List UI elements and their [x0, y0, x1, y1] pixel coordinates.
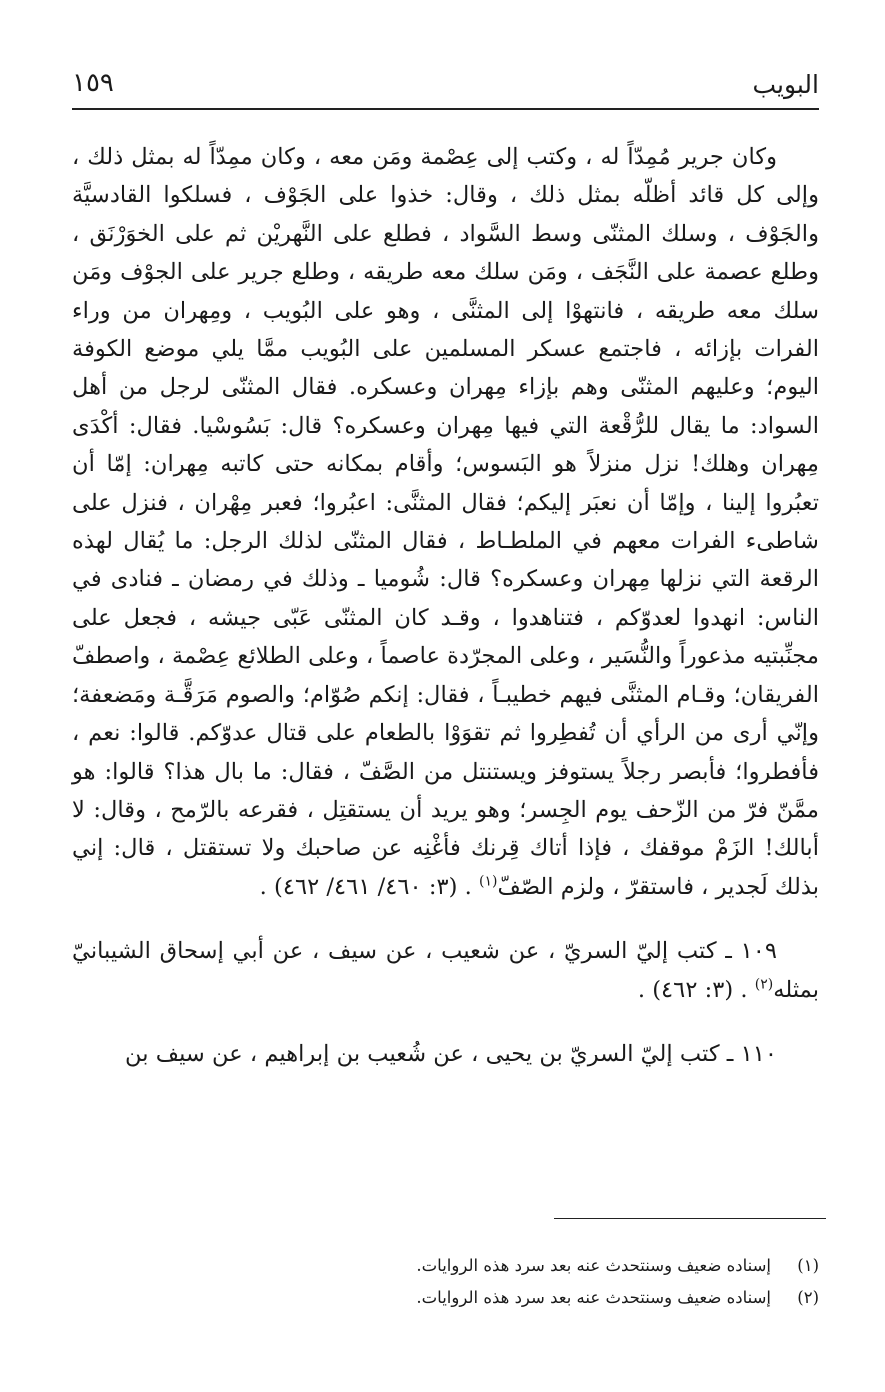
main-text	[72, 138, 819, 1073]
footnote-number: (١)	[797, 1256, 819, 1275]
paragraph-report-109	[72, 932, 819, 1009]
citation: . (٣: ٤٦٢) .	[637, 976, 755, 1003]
page-header	[72, 60, 819, 104]
paragraph-narrative	[72, 138, 819, 906]
paragraph-text: ١٠٩ ـ كتب إليّ السريّ ، عن شعيب ، عن سيف ، عن أبي إسحاق الشيبانيّ بمثله	[72, 938, 819, 1003]
footnotes	[72, 1250, 819, 1314]
citation: . (٣: ٤٦٠/ ٤٦١/ ٤٦٢) .	[259, 873, 479, 900]
footnote-ref-1: (١)	[478, 873, 498, 890]
footnote-2	[72, 1282, 819, 1314]
footnote-rule	[554, 1218, 826, 1219]
paragraph-text: ١١٠ ـ كتب إليّ السريّ بن يحيى ، عن شُعيب بن إبراهيم ، عن سيف بن	[125, 1040, 777, 1067]
footnote-text: إسناده ضعيف وسنتحدث عنه بعد سرد هذه الروايات.	[416, 1256, 771, 1275]
footnote-text: إسناده ضعيف وسنتحدث عنه بعد سرد هذه الروايات.	[416, 1288, 771, 1307]
paragraph-text: وكان جرير مُمِدّاً له ، وكتب إلى عِصْمة ومَن معه ، وكان ممِدّاً له بمثل ذلك ، وإلى كل قائد أظلّه بمثل ذلك ، وقال: خذوا على الجَوْف ، فسلكوا القادسيَّة والجَوْف ، وسلك المثنّى وسط السَّواد ، فطلع على النَّهريْن ثم على الخوَرْنَق ، وطلع عصمة على النَّجَف ، ومَن سلك معه طريقه ، وطلع جرير على الجوْف ومَن سلك معه طريقه ، فانتهوْا إلى المثنَّى ، وهو على البُويب ، ومِهران من وراء الفرات بإزائه ، فاجتمع عسكر المسلمين على البُويب ممَّا يلي موضع الكوفة اليوم؛ وعليهم المثنّى وهم بإزاء مِهران وعسكره. فقال المثنّى لرجل من أهل السواد: ما يقال للرُّقْعة التي فيها مِهران وعسكره؟ قال: بَسُوسْيا. فقال: أكْدَى مِهران وهلك! نزل منزلاً هو البَسوس؛ وأقام بمكانه حتى كاتبه مِهران: إمّا أن تعبُروا إلينا ، وإمّا أن نعبَر إليكم؛ فقال المثنَّى: اعبُروا؛ فعبر مِهْران ، فنزل على شاطىء الفرات معهم في الملطـاط ، فقال المثنّى لذلك الرجل: ما يُقال لهذه الرقعة التي نزلها مِهران وعسكره؟ قال: شُوميا ـ وذلك في رمضان ـ فنادى في الناس: انهدوا لعدوّكم ، فتناهدوا ، وقـد كان المثنّى عَبّى جيشه ، فجعل على مجنِّبتيه مذعوراً والنُّسَير ، وعلى المجرّدة عاصماً ، وعلى الطلائع عِصْمة ، واصطفّ الفريقان؛ وقـام المثنَّى فيهم خطيبـاً ، فقال: إنكم صُوّام؛ والصوم مَرَقَّـة ومَضعفة؛ وإنّي أرى من الرأي أن تُفطِروا ثم تقوَوْا بالطعام على قتال عدوّكم. قالوا: نعم ، فأفطروا؛ فأبصر رجلاً يستوفز ويستنتل من الصَّفّ ، فقال: ما بال هذا؟ قالوا: هو ممَّنّ فرّ من الزّحف يوم الجِسر؛ وهو يريد أن يستقتِل ، فقرعه بالرّمح ، وقال: لا أبالك! الزَمْ موقفك ، فإذا أتاك قِرنك فأغْنِه عن صاحبك ولا تستقتل ، قال: إني بذلك لَجدير ، فاستقرّ ، ولزم الصّفّ	[72, 144, 819, 900]
paragraph-report-110	[72, 1035, 819, 1073]
footnote-ref-2: (٢)	[754, 976, 774, 992]
page-number: ١٥٩	[72, 68, 114, 98]
footnote-number: (٢)	[797, 1288, 819, 1307]
running-title: البويب	[752, 70, 819, 99]
header-rule	[72, 108, 819, 110]
footnote-1	[72, 1250, 819, 1282]
